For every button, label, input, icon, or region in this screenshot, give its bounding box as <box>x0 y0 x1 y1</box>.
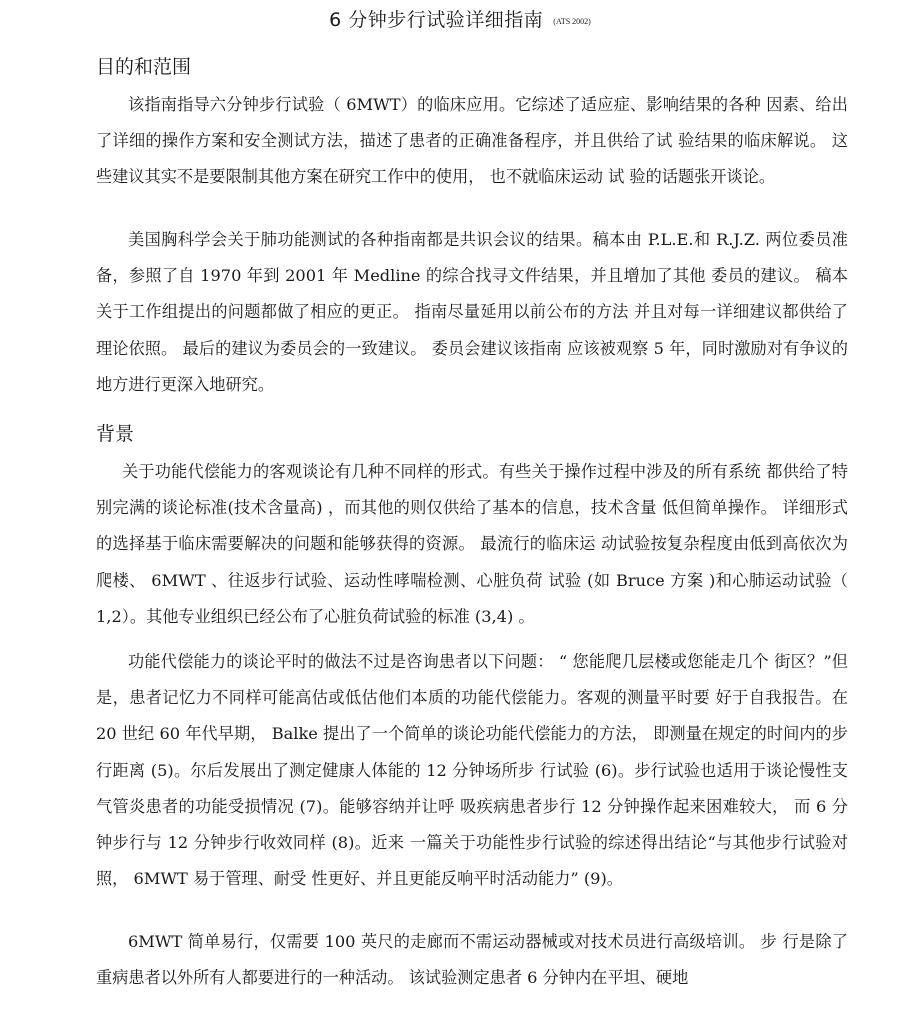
section-heading-purpose-scope: 目的和范围 <box>96 56 192 78</box>
title-citation: (ATS 2002) <box>553 17 591 26</box>
paragraph-background-3: 6MWT 简单易行，仅需要 100 英尺的走廊而不需运动器械或对技术员进行高级培训。 步 行是除了重病患者以外所有人都要进行的一种活动。 该试验测定患者 6 分钟内在平坦、硬地 <box>96 932 848 988</box>
document-title <box>0 5 920 32</box>
paragraph-background-1: 关于功能代偿能力的客观谈论有几种不同样的形式。有些关于操作过程中涉及的所有系统 都供给了特别完满的谈论标准(技术含量高) ，而其他的则仅供给了基本的信息，技术含量 低但简单操作。 详细形式的选择基于临床需要解决的问题和能够获得的资源。 最流行的临床运 动试验按复杂程度由低到高依次为爬楼、 6MWT 、往返步行试验、运动性哮喘检测、心脏负荷 试验 (如 Bruce 方案 )和心肺运动试验（ 1,2）。其他专业组织已经公布了心脏负荷试验的标准 (3,4) 。 <box>96 462 848 626</box>
paragraph-background-2: 功能代偿能力的谈论平时的做法不过是咨询患者以下问题： “ 您能爬几层楼或您能走几个 街区？”但是，患者记忆力不同样可能高估或低估他们本质的功能代偿能力。客观的测量平时要 好于自我报告。在 20 世纪 60 年代早期， Balke 提出了一个简单的谈论功能代偿能力的方法， 即测量在规定的时间内的步行距离 (5)。尔后发展出了测定健康人体能的 12 分钟场所步 行试验 (6)。步行试验也适用于谈论慢性支气管炎患者的功能受损情况 (7)。能够容纳并让呼 吸疾病患者步行 12 分钟操作起来困难较大， 而 6 分钟步行与 12 分钟步行收效同样 (8)。近来 一篇关于功能性步行试验的综述得出结论“与其他步行试验对照， 6MWT 易于管理、耐受 性更好、并且更能反响平时活动能力” (9)。 <box>96 652 848 889</box>
section-heading-background: 背景 <box>96 423 135 445</box>
title-text: 6 分钟步行试验详细指南 <box>329 9 544 31</box>
paragraph-purpose-2: 美国胸科学会关于肺功能测试的各种指南都是共识会议的结果。稿本由 P.L.E.和 R.J.Z. 两位委员准备，参照了自 1970 年到 2001 年 Medline 的综合找寻文件结果，并且增加了其他 委员的建议。 稿本关于工作组提出的问题都做了相应的更正。 指南尽量延用以前公布的方法 并且对每一详细建议都供给了理论依照。 最后的建议为委员会的一致建议。 委员会建议该指南 应该被观察 5 年，同时激励对有争议的地方进行更深入地研究。 <box>96 230 848 394</box>
paragraph-purpose-1: 该指南指导六分钟步行试验（ 6MWT）的临床应用。它综述了适应症、影响结果的各种 因素、给出了详细的操作方案和安全测试方法，描述了患者的正确准备程序，并且供给了试 验结果的临床解说。 这些建议其实不是要限制其他方案在研究工作中的使用， 也不就临床运动 试 验的话题张开谈论。 <box>96 95 848 187</box>
